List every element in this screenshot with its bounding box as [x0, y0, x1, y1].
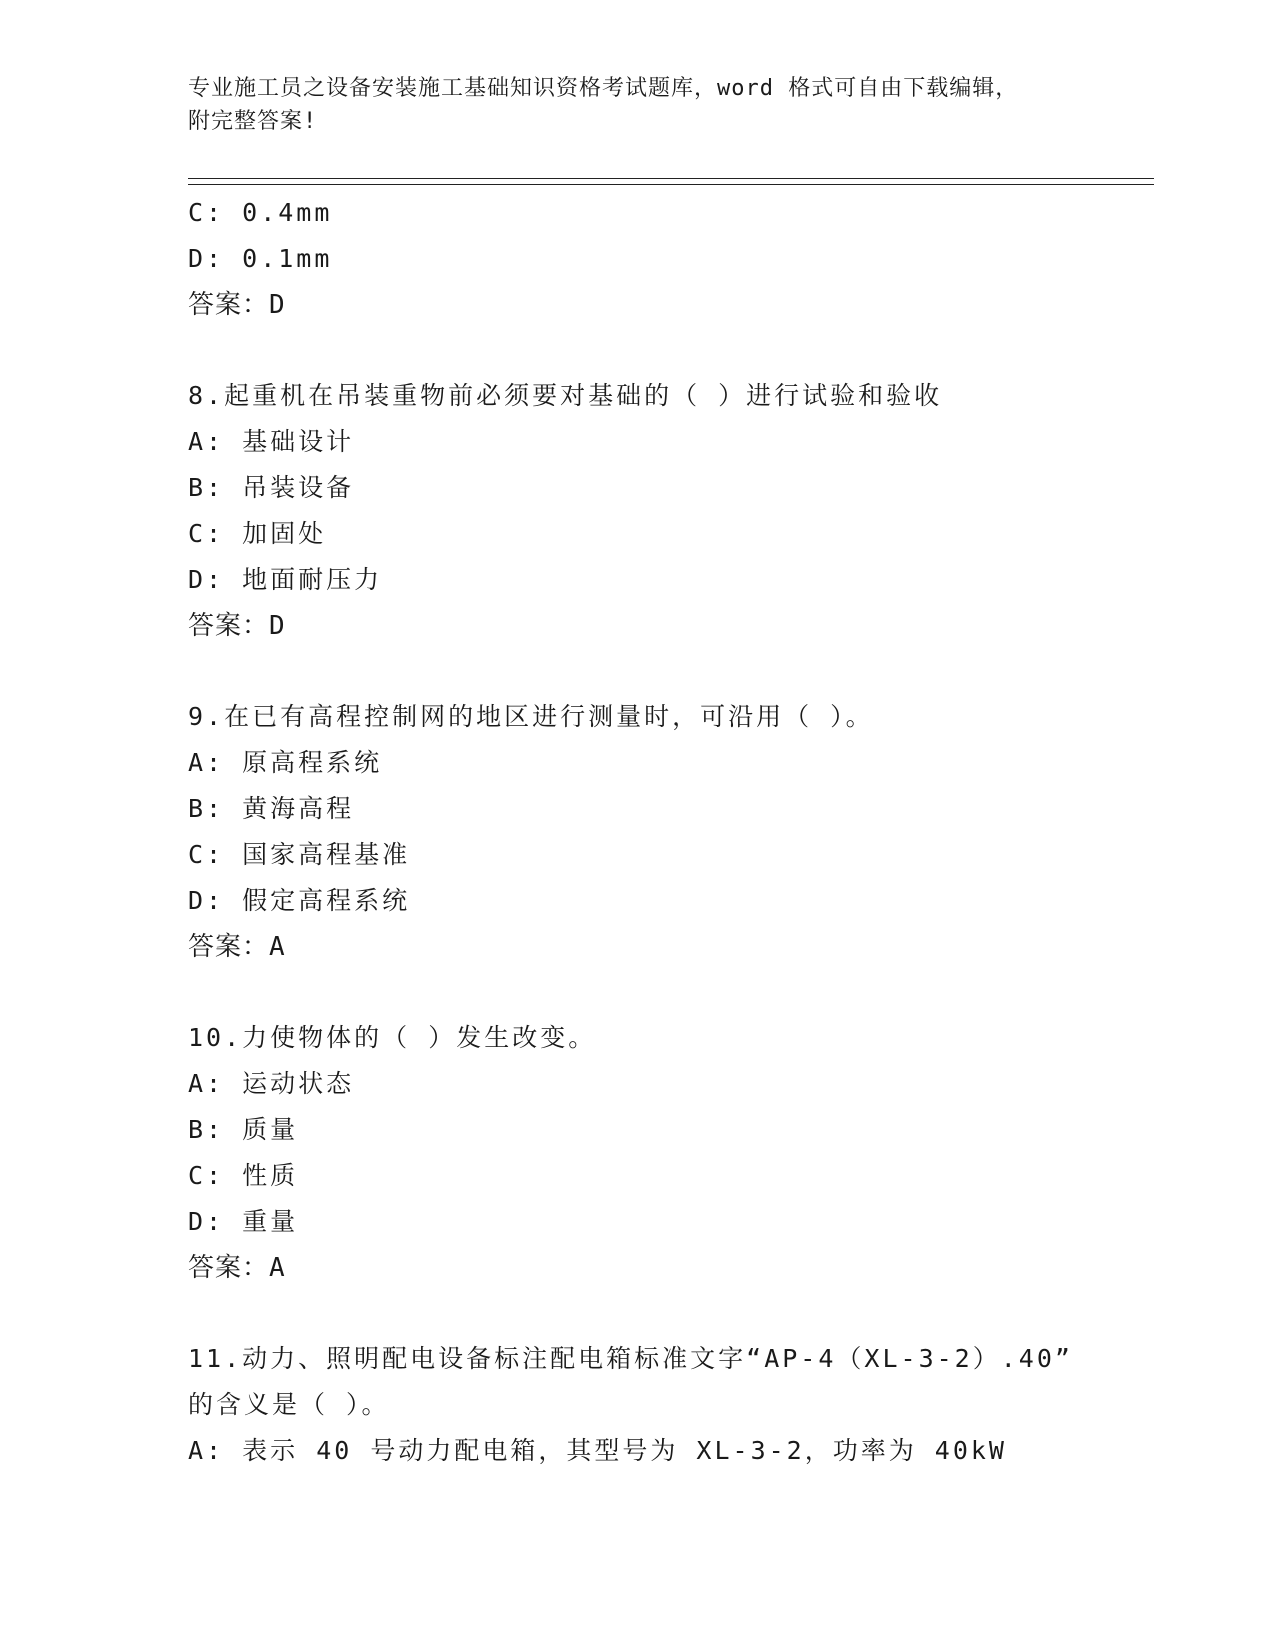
option-c: C: 性质 [188, 1161, 299, 1190]
option-b: B: 吊装设备 [188, 473, 355, 502]
document-header [188, 72, 1088, 138]
option-d: D: 假定高程系统 [188, 886, 411, 915]
option-d: D: 重量 [188, 1207, 299, 1236]
question-7-tail [188, 190, 1108, 328]
question-11 [188, 1336, 1108, 1474]
question-list [188, 190, 1108, 1474]
question-8 [188, 373, 1108, 649]
question-stem-line-1: 11.动力、照明配电设备标注配电箱标准文字“AP-4（XL-3-2）.40” [188, 1344, 1073, 1373]
header-line-2: 附完整答案! [188, 109, 318, 134]
answer-line: 答案：A [188, 1253, 286, 1283]
option-a: A: 基础设计 [188, 427, 355, 456]
option-a: A: 运动状态 [188, 1069, 355, 1098]
header-line-1: 专业施工员之设备安装施工基础知识资格考试题库，word 格式可自由下载编辑， [188, 76, 1019, 101]
question-9 [188, 694, 1108, 970]
question-stem: 8.起重机在吊装重物前必须要对基础的（ ）进行试验和验收 [188, 381, 943, 410]
option-d: D: 地面耐压力 [188, 565, 383, 594]
header-divider-bottom [188, 184, 1154, 185]
question-stem: 9.在已有高程控制网的地区进行测量时，可沿用（ ）。 [188, 702, 874, 731]
option-a: A: 原高程系统 [188, 748, 383, 777]
option-a: A: 表示 40 号动力配电箱，其型号为 XL-3-2，功率为 40kW [188, 1436, 1007, 1465]
option-c: C: 0.4mm [188, 198, 333, 227]
question-10 [188, 1015, 1108, 1291]
answer-line: 答案：D [188, 290, 286, 320]
option-d: D: 0.1mm [188, 244, 333, 273]
option-c: C: 加固处 [188, 519, 327, 548]
answer-line: 答案：D [188, 611, 286, 641]
question-stem: 10.力使物体的（ ）发生改变。 [188, 1023, 597, 1052]
question-stem-line-2: 的含义是（ ）。 [188, 1390, 390, 1419]
header-divider-top [188, 178, 1154, 179]
answer-line: 答案：A [188, 932, 286, 962]
option-b: B: 质量 [188, 1115, 299, 1144]
option-c: C: 国家高程基准 [188, 840, 411, 869]
option-b: B: 黄海高程 [188, 794, 355, 823]
